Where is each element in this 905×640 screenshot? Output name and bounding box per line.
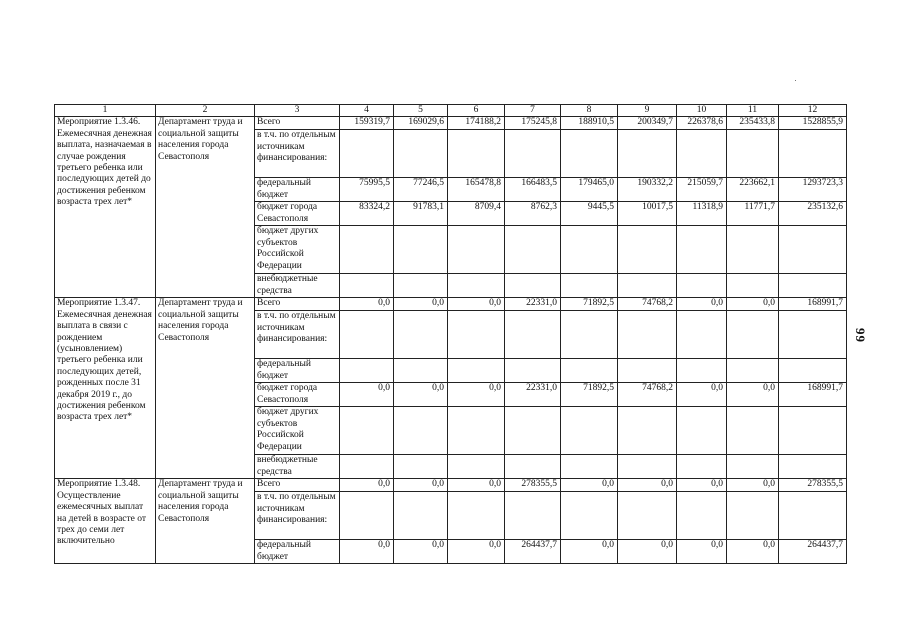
value-cell: 0,0 xyxy=(448,383,505,407)
value-cell xyxy=(448,455,505,479)
value-cell: 0,0 xyxy=(340,298,394,311)
value-cell: 0,0 xyxy=(394,540,448,564)
value-cell: 11318,9 xyxy=(677,202,727,226)
table-body xyxy=(55,105,847,564)
funding-source: бюджет других субъектов Российской Федерации xyxy=(255,407,340,455)
value-cell xyxy=(677,130,727,178)
value-cell: 0,0 xyxy=(727,540,779,564)
value-cell: 0,0 xyxy=(448,540,505,564)
value-cell: 264437,7 xyxy=(779,540,847,564)
column-header: 5 xyxy=(394,105,448,117)
value-cell: 22331,0 xyxy=(505,383,561,407)
value-cell xyxy=(394,226,448,274)
value-cell: 0,0 xyxy=(448,298,505,311)
value-cell: 10017,5 xyxy=(618,202,677,226)
value-cell: 75995,5 xyxy=(340,178,394,202)
department-name: Департамент труда и социальной защиты населения города Севастополя xyxy=(156,298,255,479)
value-cell xyxy=(779,130,847,178)
value-cell xyxy=(561,359,618,383)
value-cell: 11771,7 xyxy=(727,202,779,226)
page-number: 99 xyxy=(853,328,868,343)
column-header: 7 xyxy=(505,105,561,117)
value-cell xyxy=(448,492,505,540)
value-cell: 0,0 xyxy=(727,298,779,311)
table-row xyxy=(55,298,847,311)
value-cell xyxy=(727,311,779,359)
funding-source: бюджет города Севастополя xyxy=(255,383,340,407)
department-name: Департамент труда и социальной защиты населения города Севастополя xyxy=(156,117,255,298)
funding-source: внебюджетные средства xyxy=(255,455,340,479)
value-cell: 0,0 xyxy=(677,298,727,311)
value-cell: 77246,5 xyxy=(394,178,448,202)
value-cell: 0,0 xyxy=(394,479,448,492)
value-cell xyxy=(677,492,727,540)
value-cell xyxy=(394,492,448,540)
value-cell: 168991,7 xyxy=(779,298,847,311)
funding-source: в т.ч. по отдельным источникам финансирования: xyxy=(255,130,340,178)
value-cell xyxy=(779,407,847,455)
funding-source: федеральный бюджет xyxy=(255,540,340,564)
value-cell xyxy=(561,226,618,274)
value-cell: 235433,8 xyxy=(727,117,779,130)
value-cell xyxy=(561,455,618,479)
funding-source: в т.ч. по отдельным источникам финансирования: xyxy=(255,311,340,359)
funding-source: бюджет города Севастополя xyxy=(255,202,340,226)
column-header: 6 xyxy=(448,105,505,117)
funding-source: бюджет других субъектов Российской Федерации xyxy=(255,226,340,274)
value-cell: 165478,8 xyxy=(448,178,505,202)
value-cell xyxy=(394,311,448,359)
column-header: 12 xyxy=(779,105,847,117)
value-cell: 74768,2 xyxy=(618,383,677,407)
value-cell xyxy=(340,492,394,540)
value-cell xyxy=(779,226,847,274)
column-header: 11 xyxy=(727,105,779,117)
funding-source: внебюджетные средства xyxy=(255,274,340,298)
value-cell: 264437,7 xyxy=(505,540,561,564)
value-cell: 0,0 xyxy=(618,540,677,564)
value-cell: 223662,1 xyxy=(727,178,779,202)
value-cell xyxy=(448,407,505,455)
value-cell xyxy=(727,492,779,540)
value-cell: 166483,5 xyxy=(505,178,561,202)
funding-source: федеральный бюджет xyxy=(255,178,340,202)
value-cell: 0,0 xyxy=(340,383,394,407)
value-cell: 0,0 xyxy=(727,383,779,407)
value-cell: 0,0 xyxy=(394,298,448,311)
value-cell: 200349,7 xyxy=(618,117,677,130)
value-cell: 71892,5 xyxy=(561,383,618,407)
value-cell: 215059,7 xyxy=(677,178,727,202)
value-cell xyxy=(677,274,727,298)
value-cell: 168991,7 xyxy=(779,383,847,407)
value-cell xyxy=(505,407,561,455)
value-cell: 1528855,9 xyxy=(779,117,847,130)
value-cell xyxy=(779,359,847,383)
value-cell xyxy=(677,455,727,479)
header-row xyxy=(55,105,847,117)
value-cell xyxy=(727,455,779,479)
value-cell xyxy=(448,359,505,383)
value-cell: 179465,0 xyxy=(561,178,618,202)
value-cell xyxy=(727,407,779,455)
value-cell xyxy=(448,226,505,274)
value-cell xyxy=(448,130,505,178)
measure-name: Мероприятие 1.3.47. Ежемесячная денежная выплата в связи с рождением (усыновлением) третьего ребенка или последующих детей, рожденных после 31 декабря 2019 г., до достижения ребенком возраста трех лет* xyxy=(55,298,156,479)
value-cell: 22331,0 xyxy=(505,298,561,311)
value-cell xyxy=(448,274,505,298)
value-cell: 0,0 xyxy=(340,479,394,492)
value-cell xyxy=(340,359,394,383)
value-cell xyxy=(677,226,727,274)
value-cell xyxy=(618,130,677,178)
value-cell xyxy=(505,492,561,540)
value-cell xyxy=(727,226,779,274)
value-cell: 0,0 xyxy=(561,540,618,564)
value-cell xyxy=(561,311,618,359)
value-cell xyxy=(677,407,727,455)
value-cell xyxy=(505,455,561,479)
funding-source: федеральный бюджет xyxy=(255,359,340,383)
value-cell xyxy=(505,311,561,359)
value-cell xyxy=(394,274,448,298)
value-cell: 0,0 xyxy=(677,479,727,492)
value-cell: 0,0 xyxy=(448,479,505,492)
value-cell xyxy=(779,492,847,540)
value-cell xyxy=(561,407,618,455)
value-cell xyxy=(779,311,847,359)
budget-table xyxy=(54,104,847,564)
column-header: 1 xyxy=(55,105,156,117)
value-cell xyxy=(448,311,505,359)
value-cell xyxy=(677,311,727,359)
department-name: Департамент труда и социальной защиты населения города Севастополя xyxy=(156,479,255,564)
column-header: 8 xyxy=(561,105,618,117)
value-cell xyxy=(505,274,561,298)
value-cell xyxy=(505,359,561,383)
value-cell: 8709,4 xyxy=(448,202,505,226)
value-cell xyxy=(340,226,394,274)
value-cell xyxy=(394,130,448,178)
value-cell: 1293723,3 xyxy=(779,178,847,202)
value-cell xyxy=(779,274,847,298)
value-cell xyxy=(340,274,394,298)
table-row xyxy=(55,479,847,492)
scan-speck xyxy=(795,80,796,81)
value-cell: 0,0 xyxy=(394,383,448,407)
value-cell: 188910,5 xyxy=(561,117,618,130)
value-cell xyxy=(561,492,618,540)
value-cell: 9445,5 xyxy=(561,202,618,226)
value-cell xyxy=(618,311,677,359)
value-cell xyxy=(561,274,618,298)
value-cell xyxy=(505,130,561,178)
value-cell xyxy=(340,311,394,359)
value-cell: 159319,7 xyxy=(340,117,394,130)
value-cell: 174188,2 xyxy=(448,117,505,130)
column-header: 3 xyxy=(255,105,340,117)
value-cell xyxy=(727,130,779,178)
value-cell xyxy=(618,455,677,479)
funding-source: в т.ч. по отдельным источникам финансирования: xyxy=(255,492,340,540)
value-cell xyxy=(394,359,448,383)
value-cell: 0,0 xyxy=(618,479,677,492)
value-cell xyxy=(394,455,448,479)
value-cell xyxy=(340,455,394,479)
value-cell: 0,0 xyxy=(727,479,779,492)
funding-source: Всего xyxy=(255,117,340,130)
funding-source: Всего xyxy=(255,479,340,492)
value-cell: 91783,1 xyxy=(394,202,448,226)
measure-name: Мероприятие 1.3.46. Ежемесячная денежная выплата, назначаемая в случае рождения третьего ребенка или последующих детей до достижения ребенком возраста трех лет* xyxy=(55,117,156,298)
value-cell: 278355,5 xyxy=(779,479,847,492)
value-cell xyxy=(677,359,727,383)
value-cell: 74768,2 xyxy=(618,298,677,311)
value-cell: 278355,5 xyxy=(505,479,561,492)
value-cell xyxy=(618,359,677,383)
value-cell xyxy=(727,359,779,383)
value-cell xyxy=(505,226,561,274)
value-cell xyxy=(618,274,677,298)
value-cell: 190332,2 xyxy=(618,178,677,202)
value-cell: 0,0 xyxy=(561,479,618,492)
column-header: 2 xyxy=(156,105,255,117)
value-cell xyxy=(340,130,394,178)
funding-source: Всего xyxy=(255,298,340,311)
value-cell: 0,0 xyxy=(340,540,394,564)
value-cell: 235132,6 xyxy=(779,202,847,226)
value-cell: 8762,3 xyxy=(505,202,561,226)
column-header: 10 xyxy=(677,105,727,117)
value-cell: 169029,6 xyxy=(394,117,448,130)
value-cell xyxy=(561,130,618,178)
value-cell xyxy=(394,407,448,455)
value-cell: 175245,8 xyxy=(505,117,561,130)
value-cell: 71892,5 xyxy=(561,298,618,311)
value-cell xyxy=(618,492,677,540)
column-header: 9 xyxy=(618,105,677,117)
value-cell xyxy=(618,226,677,274)
value-cell xyxy=(779,455,847,479)
value-cell: 0,0 xyxy=(677,383,727,407)
value-cell xyxy=(618,407,677,455)
value-cell xyxy=(727,274,779,298)
value-cell: 83324,2 xyxy=(340,202,394,226)
measure-name: Мероприятие 1.3.48. Осуществление ежемесячных выплат на детей в возрасте от трех до семи лет включительно xyxy=(55,479,156,564)
value-cell xyxy=(340,407,394,455)
value-cell: 0,0 xyxy=(677,540,727,564)
table-row xyxy=(55,117,847,130)
column-header: 4 xyxy=(340,105,394,117)
value-cell: 226378,6 xyxy=(677,117,727,130)
